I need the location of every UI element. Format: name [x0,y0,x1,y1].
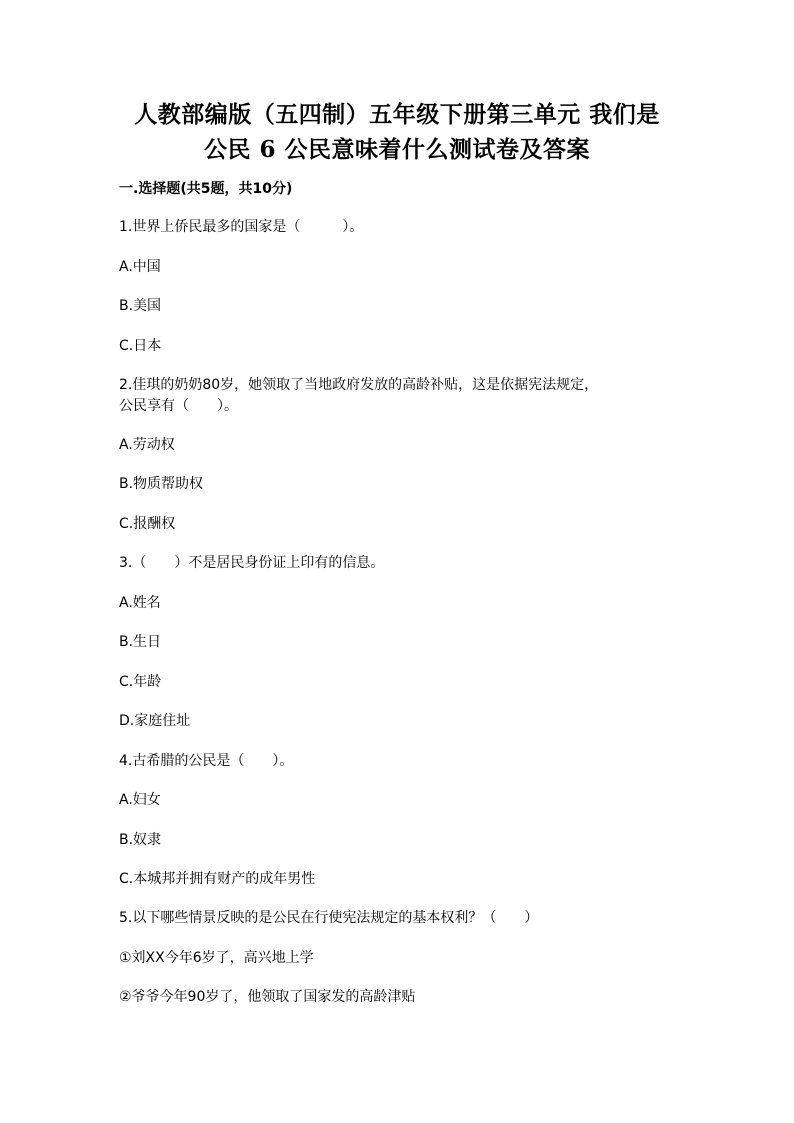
question-4-option-c: C.本城邦并拥有财产的成年男性 [119,871,316,887]
question-1-option-c: C.日本 [119,338,162,354]
title-line-1: 人教部编版（五四制）五年级下册第三单元 我们是 [134,101,660,128]
question-5-stem: 5.以下哪些情景反映的是公民在行使宪法规定的基本权利？（ ） [119,910,539,926]
section-heading: 一.选择题(共5题，共10分) [119,181,293,197]
question-3-option-c: C.年龄 [119,674,162,690]
question-4-option-b: B.奴隶 [119,832,162,848]
question-2-option-c: C.报酬权 [119,516,176,532]
question-2-stem: 2.佳琪的奶奶80岁，她领取了当地政府发放的高龄补贴，这是依据宪法规定， [119,377,599,393]
question-3-stem: 3.（ ）不是居民身份证上印有的信息。 [119,555,385,571]
question-3-option-a: A.姓名 [119,595,161,611]
question-4-stem: 4.古希腊的公民是（ ）。 [119,753,294,769]
question-1-option-b: B.美国 [119,298,162,314]
title-line-2: 公民 6 公民意味着什么测试卷及答案 [203,136,591,163]
question-2-stem-cont: 公民享有（ ）。 [119,398,238,414]
question-1-stem: 1.世界上侨民最多的国家是（ ）。 [119,219,364,235]
question-3-option-b: B.生日 [119,634,162,650]
question-5-option-2: ②爷爷今年90岁了，他领取了国家发的高龄津贴 [119,989,416,1005]
question-1-option-a: A.中国 [119,259,161,275]
question-2-option-b: B.物质帮助权 [119,476,204,492]
question-2-option-a: A.劳动权 [119,437,175,453]
question-5-option-1: ①刘XX今年6岁了，高兴地上学 [119,950,314,966]
question-3-option-d: D.家庭住址 [119,713,191,729]
question-4-option-a: A.妇女 [119,792,161,808]
